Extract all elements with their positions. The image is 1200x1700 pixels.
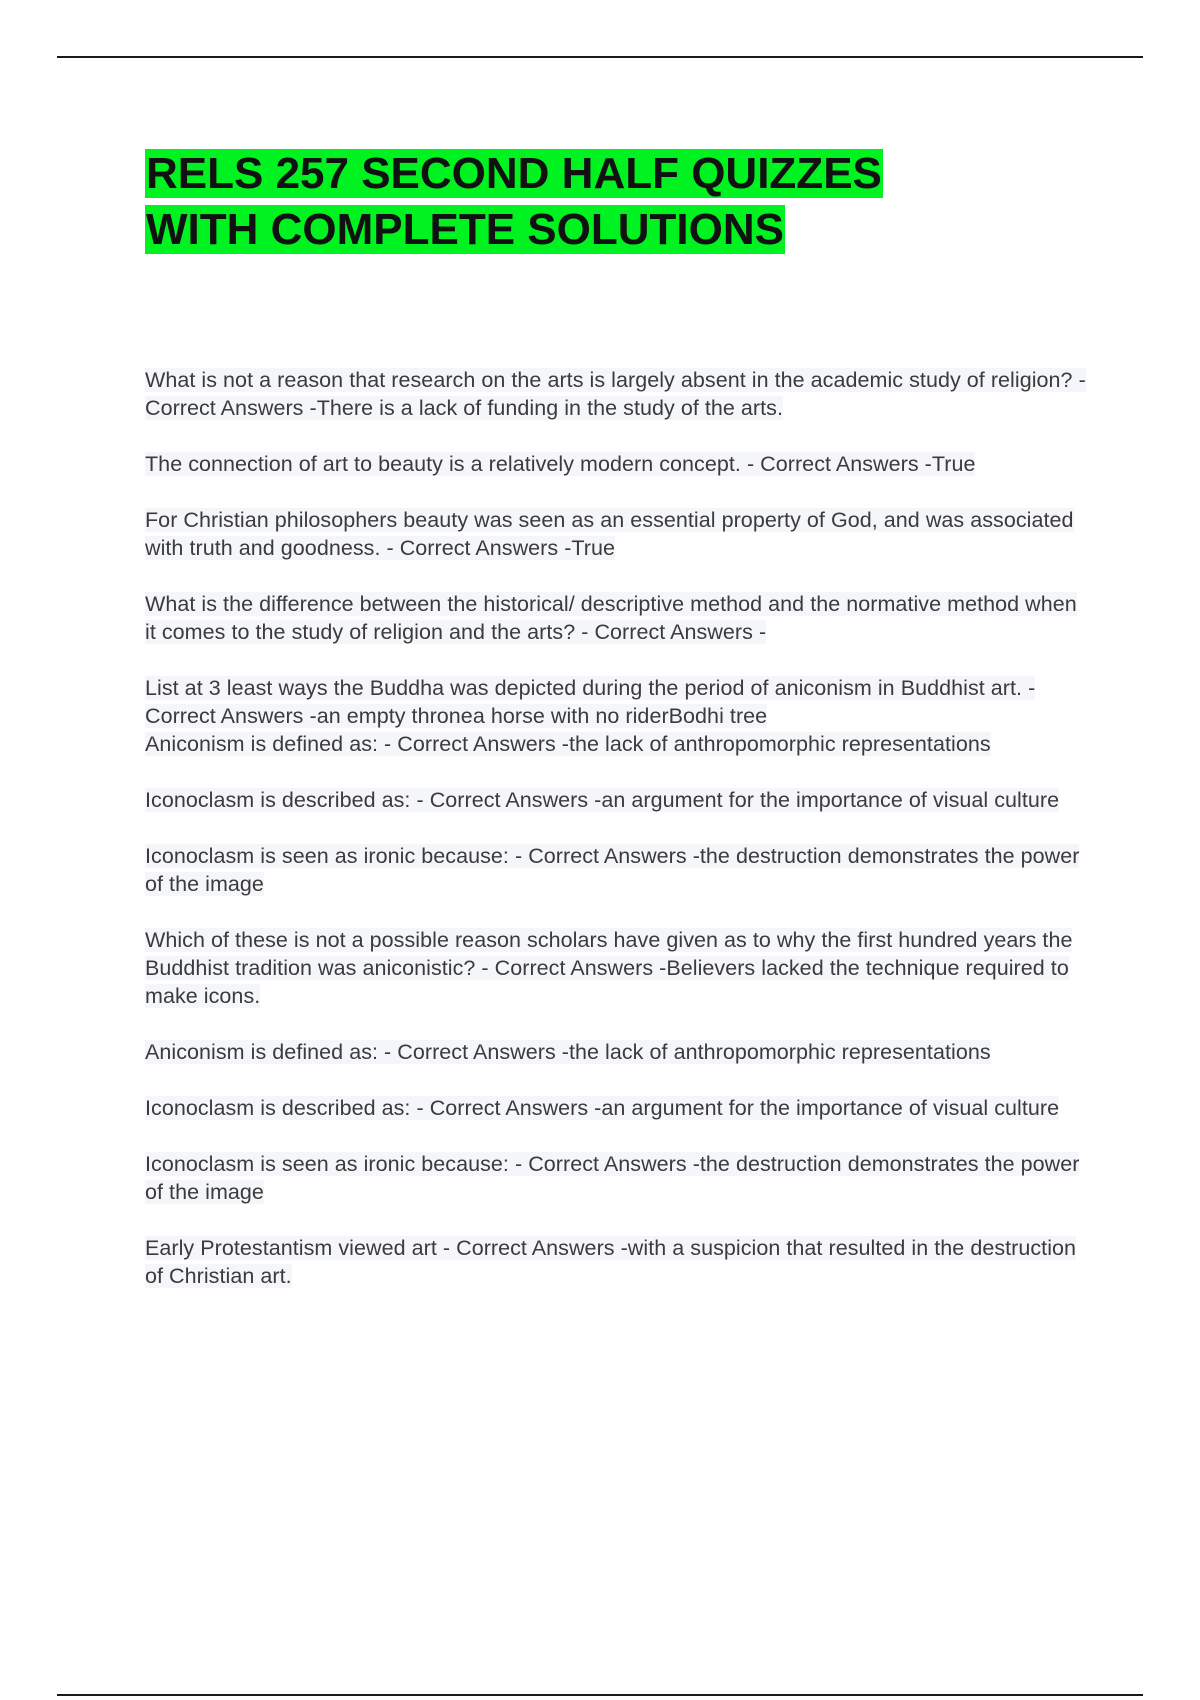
qa-item: What is not a reason that research on the arts is largely absent in the academic study of religion? - Correct Answers -There is a lack of funding in the study of the arts. bbox=[145, 368, 1086, 420]
qa-item: For Christian philosophers beauty was seen as an essential property of God, and was associated with truth and goodness. - Correct Answers -True bbox=[145, 508, 1074, 560]
qa-item: Early Protestantism viewed art - Correct Answers -with a suspicion that resulted in the destruction of Christian art. bbox=[145, 1236, 1077, 1288]
qa-item: Which of these is not a possible reason scholars have given as to why the first hundred years the Buddhist tradition was aniconistic? - Correct Answers -Believers lacked the technique required to make icons. bbox=[145, 928, 1073, 1008]
title-line-1: RELS 257 SECOND HALF QUIZZES bbox=[146, 149, 882, 198]
qa-item: Iconoclasm is seen as ironic because: - Correct Answers -the destruction demonstrates the power of the image bbox=[145, 844, 1080, 896]
qa-list bbox=[145, 366, 1090, 1318]
qa-item: List at 3 least ways the Buddha was depicted during the period of aniconism in Buddhist art. - Correct Answers -an empty thronea horse with no riderBodhi tree bbox=[145, 676, 1036, 728]
top-rule bbox=[57, 56, 1143, 58]
qa-item: Iconoclasm is seen as ironic because: - Correct Answers -the destruction demonstrates the power of the image bbox=[145, 1152, 1080, 1204]
qa-item: Aniconism is defined as: - Correct Answers -the lack of anthropomorphic representations bbox=[145, 732, 991, 756]
qa-item: Iconoclasm is described as: - Correct Answers -an argument for the importance of visual culture bbox=[145, 1096, 1060, 1120]
qa-item: The connection of art to beauty is a relatively modern concept. - Correct Answers -True bbox=[145, 452, 976, 476]
qa-item: Aniconism is defined as: - Correct Answers -the lack of anthropomorphic representations bbox=[145, 1040, 991, 1064]
title-line-2: WITH COMPLETE SOLUTIONS bbox=[146, 205, 784, 254]
qa-item: Iconoclasm is described as: - Correct Answers -an argument for the importance of visual culture bbox=[145, 788, 1060, 812]
bottom-rule bbox=[57, 1694, 1143, 1696]
qa-item: What is the difference between the historical/ descriptive method and the normative method when it comes to the study of religion and the arts? - Correct Answers - bbox=[145, 592, 1077, 644]
document-title bbox=[145, 146, 1125, 258]
